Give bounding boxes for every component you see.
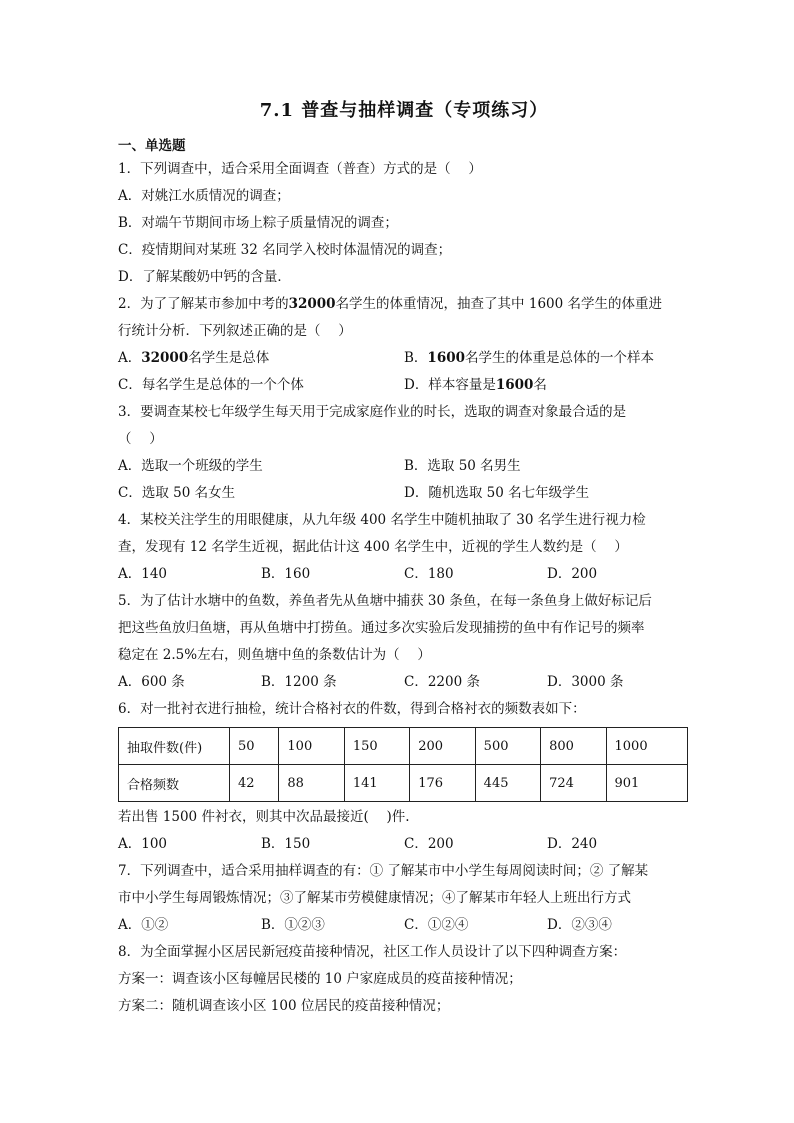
question-3 [118, 399, 690, 507]
table-cell: 500 [475, 728, 540, 765]
table-cell: 88 [279, 765, 344, 802]
question-6-option-b: B．150 [261, 836, 311, 852]
question-4-stem: 4．某校关注学生的用眼健康，从九年级 400 名学生中随机抽取了 30 名学生进行视力检 [118, 512, 646, 528]
table-cell: 176 [410, 765, 475, 802]
frequency-table [118, 727, 688, 802]
question-3-stem: 3．要调查某校七年级学生每天用于完成家庭作业的时长，选取的调查对象最合适的是 [118, 404, 627, 420]
table-cell: 100 [279, 728, 344, 765]
document-page [118, 96, 690, 1020]
q2-d-number: 1600 [495, 377, 534, 393]
question-2-option-d [404, 372, 690, 399]
question-7-stem-line2: 市中小学生每周锻炼情况；③了解某市劳模健康情况；④了解某市年轻人上班出行方式 [118, 890, 631, 906]
question-8 [118, 939, 690, 1020]
table-cell: 1000 [606, 728, 687, 765]
question-3-options-row1 [118, 453, 690, 480]
question-6-stem: 6．对一批衬衣进行抽检，统计合格衬衣的件数，得到合格衬衣的频数表如下： [118, 701, 586, 717]
question-5-options [118, 669, 690, 696]
question-7-option-b: B．①②③ [261, 917, 325, 933]
question-6-option-c: C．200 [404, 836, 454, 852]
q2-b-post: 名学生的体重是总体的一个样本 [465, 350, 654, 366]
q2-b-pre: B． [404, 350, 428, 366]
question-4-option-b: B．160 [261, 566, 311, 582]
table-cell: 445 [475, 765, 540, 802]
q2-stem-pre: 2．为了了解某市参加中考的 [118, 296, 289, 312]
q2-b-number: 1600 [427, 350, 465, 366]
question-8-plan-2: 方案二：随机调查该小区 100 位居民的疫苗接种情况； [118, 998, 450, 1014]
table-row [119, 728, 688, 765]
question-5-option-d: D．3000 条 [547, 674, 624, 690]
question-5-option-c: C．2200 条 [404, 674, 480, 690]
table-cell: 901 [606, 765, 687, 802]
question-1-option-b: B．对端午节期间市场上粽子质量情况的调查； [118, 215, 398, 231]
question-2-options-row2 [118, 372, 690, 399]
table-row [119, 765, 688, 802]
question-6-option-a: A．100 [118, 836, 168, 852]
table-cell: 150 [344, 728, 409, 765]
table-cell: 50 [230, 728, 279, 765]
table-cell: 724 [541, 765, 606, 802]
question-7-option-d: D．②③④ [547, 917, 612, 933]
table-cell: 42 [230, 765, 279, 802]
q2-stem-number: 32000 [288, 296, 336, 312]
q2-d-post: 名 [533, 377, 547, 393]
q2-a-post: 名学生是总体 [188, 350, 270, 366]
q2-a-pre: A． [118, 350, 142, 366]
q2-d-pre: D．样本容量是 [404, 377, 496, 393]
section-heading: 一、单选题 [118, 138, 186, 154]
table-cell: 141 [344, 765, 409, 802]
question-7-options [118, 912, 690, 939]
question-6-followup: 若出售 1500 件衬衣，则其中次品最接近( )件. [118, 809, 410, 825]
table-row-header: 合格频数 [119, 765, 230, 802]
question-7-option-a: A．①② [118, 917, 169, 933]
question-2-stem-line2: 行统计分析．下列叙述正确的是（ ） [118, 323, 352, 339]
question-2-option-c: C．每名学生是总体的一个个体 [118, 377, 304, 393]
table-cell: 800 [541, 728, 606, 765]
question-5-stem-line3: 稳定在 2.5%左右，则鱼塘中鱼的条数估计为（ ） [118, 647, 431, 663]
question-5-option-b: B．1200 条 [261, 674, 337, 690]
question-3-option-b: B．选取 50 名男生 [404, 458, 521, 474]
question-6 [118, 696, 690, 858]
q2-a-number: 32000 [141, 350, 189, 366]
question-4-option-a: A．140 [118, 566, 168, 582]
question-5-stem: 5．为了估计水塘中的鱼数，养鱼者先从鱼塘中捕获 30 条鱼，在每一条鱼身上做好标记后 [118, 593, 652, 609]
table-cell: 200 [410, 728, 475, 765]
question-5 [118, 588, 690, 696]
question-4-option-c: C．180 [404, 566, 454, 582]
question-2-stem [118, 291, 690, 318]
question-1 [118, 156, 690, 291]
question-3-option-c: C．选取 50 名女生 [118, 485, 236, 501]
question-7-option-c: C．①②④ [404, 917, 469, 933]
question-3-option-d: D．随机选取 50 名七年级学生 [404, 485, 590, 501]
page-title: 7.1 普查与抽样调查（专项练习） [259, 100, 549, 121]
question-3-stem-line2: （ ） [118, 431, 163, 447]
question-5-option-a: A．600 条 [118, 674, 185, 690]
table-row-header: 抽取件数(件) [119, 728, 230, 765]
question-1-option-d: D．了解某酸奶中钙的含量． [118, 269, 291, 285]
question-7 [118, 858, 690, 939]
question-7-stem: 7．下列调查中，适合采用抽样调查的有：① 了解某市中小学生每周阅读时间；② 了解某 [118, 863, 649, 879]
question-3-options-row2 [118, 480, 690, 507]
question-4 [118, 507, 690, 588]
question-2-option-a [118, 345, 404, 372]
question-1-stem: 1．下列调查中，适合采用全面调查（普查）方式的是（ ） [118, 161, 482, 177]
question-6-option-d: D．240 [547, 836, 598, 852]
question-8-stem: 8．为全面掌握小区居民新冠疫苗接种情况，社区工作人员设计了以下四种调查方案： [118, 944, 627, 960]
q2-stem-post: 名学生的体重情况，抽查了其中 1600 名学生的体重进 [335, 296, 663, 312]
question-2-option-b [404, 345, 690, 372]
question-1-option-c: C．疫情期间对某班 32 名同学入校时体温情况的调查； [118, 242, 452, 258]
question-4-options [118, 561, 690, 588]
question-4-stem-line2: 查，发现有 12 名学生近视，据此估计这 400 名学生中，近视的学生人数约是（ ） [118, 539, 628, 555]
question-4-option-d: D．200 [547, 566, 598, 582]
question-1-option-a: A．对姚江水质情况的调查； [118, 188, 290, 204]
question-2-options-row1 [118, 345, 690, 372]
question-3-option-a: A．选取一个班级的学生 [118, 458, 263, 474]
question-5-stem-line2: 把这些鱼放归鱼塘，再从鱼塘中打捞鱼。通过多次实验后发现捕捞的鱼中有作记号的频率 [118, 620, 645, 636]
question-6-options [118, 831, 690, 858]
question-8-plan-1: 方案一：调查该小区每幢居民楼的 10 户家庭成员的疫苗接种情况； [118, 971, 522, 987]
question-2 [118, 291, 690, 399]
